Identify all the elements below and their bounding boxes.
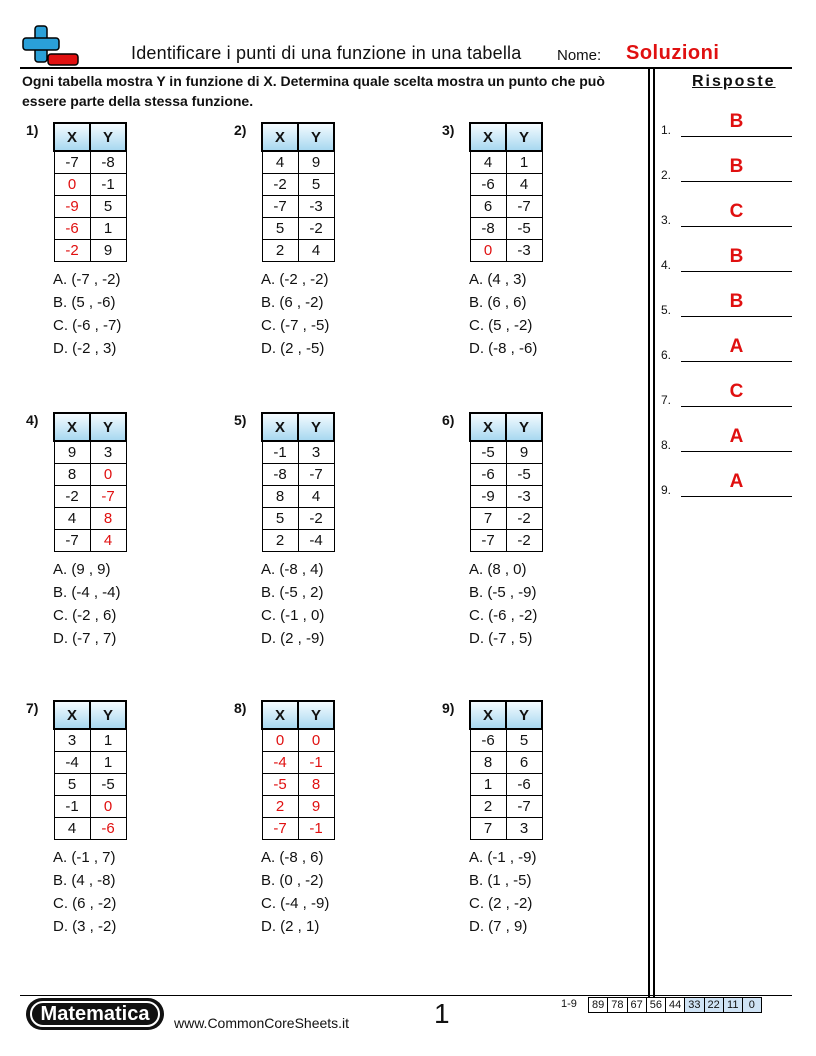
table-row — [470, 486, 542, 508]
x-cell: -4 — [262, 752, 298, 774]
table-header-row — [470, 413, 542, 441]
choice-option[interactable]: B. (6 , 6) — [469, 294, 527, 311]
x-cell: 4 — [54, 818, 90, 840]
score-cell: 67 — [627, 998, 646, 1013]
choice-option[interactable]: B. (-5 , 2) — [261, 584, 324, 601]
xy-table — [261, 122, 335, 262]
x-cell: -6 — [470, 464, 506, 486]
choice-option[interactable]: D. (-7 , 7) — [53, 630, 117, 647]
score-range-label: 1-9 — [561, 998, 577, 1010]
y-cell: 9 — [90, 240, 126, 262]
answer-line — [681, 136, 792, 137]
answer-column-divider — [648, 68, 650, 998]
y-cell: -3 — [506, 486, 542, 508]
x-cell: -8 — [470, 218, 506, 240]
x-cell: 2 — [262, 240, 298, 262]
answer-row — [661, 277, 792, 317]
table-row — [54, 151, 126, 174]
answer-value[interactable]: C — [729, 381, 744, 402]
x-header: X — [262, 701, 298, 729]
x-cell: 2 — [262, 530, 298, 552]
table-row — [54, 752, 126, 774]
choice-option[interactable]: A. (-2 , -2) — [261, 271, 329, 288]
table-row — [470, 752, 542, 774]
table-row — [262, 729, 334, 752]
answers-title: Risposte — [692, 73, 776, 90]
y-cell: -6 — [506, 774, 542, 796]
xy-table — [261, 412, 335, 552]
x-cell: 6 — [470, 196, 506, 218]
score-row — [589, 998, 762, 1013]
table-header-row — [470, 701, 542, 729]
choice-option[interactable]: C. (-1 , 0) — [261, 607, 325, 624]
badge-border — [30, 1001, 160, 1027]
score-cell: 89 — [589, 998, 608, 1013]
plus-minus-logo-icon — [22, 24, 80, 68]
choice-option[interactable]: D. (-7 , 5) — [469, 630, 533, 647]
x-cell: -6 — [54, 218, 90, 240]
choice-option[interactable]: B. (0 , -2) — [261, 872, 324, 889]
table-row — [262, 240, 334, 262]
table-header-row — [262, 123, 334, 151]
answer-number: 3. — [661, 213, 672, 227]
answer-line — [681, 181, 792, 182]
y-cell: 3 — [90, 441, 126, 464]
table-row — [54, 240, 126, 262]
table-row — [262, 752, 334, 774]
x-cell: -6 — [470, 729, 506, 752]
table-row — [54, 530, 126, 552]
problem-number: 2) — [234, 122, 247, 138]
y-header: Y — [298, 123, 334, 151]
score-table — [588, 997, 762, 1013]
x-header: X — [470, 701, 506, 729]
x-cell: 1 — [470, 774, 506, 796]
y-cell: 4 — [298, 240, 334, 262]
x-cell: -1 — [54, 796, 90, 818]
table-row — [262, 464, 334, 486]
table-row — [470, 464, 542, 486]
table-row — [54, 508, 126, 530]
problem-number: 4) — [26, 412, 39, 428]
y-header: Y — [90, 701, 126, 729]
table-row — [262, 441, 334, 464]
choice-list — [469, 558, 537, 650]
table-row — [470, 530, 542, 552]
x-cell: 2 — [262, 796, 298, 818]
table-header-row — [54, 413, 126, 441]
choice-option[interactable]: D. (2 , -5) — [261, 340, 325, 357]
y-header: Y — [298, 701, 334, 729]
y-cell: -1 — [298, 752, 334, 774]
choice-option[interactable]: B. (4 , -8) — [53, 872, 116, 889]
answer-row — [661, 187, 792, 227]
table-row — [470, 818, 542, 840]
y-cell: -1 — [90, 174, 126, 196]
choice-option[interactable]: D. (-8 , -6) — [469, 340, 538, 357]
answer-number: 1. — [661, 123, 672, 137]
problem-number: 8) — [234, 700, 247, 716]
choice-option[interactable]: A. (-1 , 7) — [53, 849, 116, 866]
name-value: Soluzioni — [626, 42, 720, 64]
choice-option[interactable]: C. (-6 , -2) — [469, 607, 538, 624]
y-cell: -8 — [90, 151, 126, 174]
y-cell: -2 — [298, 508, 334, 530]
choice-option[interactable]: C. (-7 , -5) — [261, 317, 330, 334]
x-cell: -7 — [54, 151, 90, 174]
x-header: X — [262, 413, 298, 441]
x-cell: 2 — [470, 796, 506, 818]
answer-row — [661, 232, 792, 272]
y-cell: 1 — [90, 752, 126, 774]
choice-option[interactable]: A. (-1 , -9) — [469, 849, 537, 866]
xy-table — [53, 700, 127, 840]
answer-line — [681, 316, 792, 317]
choice-option[interactable]: C. (2 , -2) — [469, 895, 533, 912]
choice-list — [53, 846, 116, 938]
problem — [234, 122, 424, 362]
problem — [442, 122, 632, 362]
y-cell: 1 — [90, 729, 126, 752]
y-cell: 3 — [506, 818, 542, 840]
y-cell: 0 — [298, 729, 334, 752]
choice-option[interactable]: D. (3 , -2) — [53, 918, 117, 935]
choice-option[interactable]: A. (-8 , 6) — [261, 849, 324, 866]
xy-table — [469, 412, 543, 552]
name-label: Nome: — [557, 47, 602, 64]
score-cell: 22 — [704, 998, 723, 1013]
x-cell: 0 — [470, 240, 506, 262]
y-cell: -3 — [298, 196, 334, 218]
table-row — [262, 796, 334, 818]
choice-option[interactable]: B. (-5 , -9) — [469, 584, 537, 601]
answer-number: 6. — [661, 348, 672, 362]
y-cell: 4 — [506, 174, 542, 196]
choice-option[interactable]: A. (-8 , 4) — [261, 561, 324, 578]
choice-option[interactable]: B. (1 , -5) — [469, 872, 532, 889]
x-cell: 8 — [262, 486, 298, 508]
table-row — [54, 174, 126, 196]
table-row — [262, 774, 334, 796]
y-cell: -6 — [90, 818, 126, 840]
x-cell: 4 — [470, 151, 506, 174]
answer-value[interactable]: A — [729, 426, 744, 447]
problem — [442, 412, 632, 652]
x-cell: 0 — [54, 174, 90, 196]
y-cell: -3 — [506, 240, 542, 262]
answer-value[interactable]: B — [729, 291, 744, 312]
y-header: Y — [90, 123, 126, 151]
y-header: Y — [506, 413, 542, 441]
x-cell: 5 — [54, 774, 90, 796]
answer-line — [681, 451, 792, 452]
table-header-row — [470, 123, 542, 151]
answer-line — [681, 406, 792, 407]
xy-table — [53, 122, 127, 262]
x-cell: -2 — [262, 174, 298, 196]
answer-value[interactable]: C — [729, 201, 744, 222]
choice-option[interactable]: C. (-6 , -7) — [53, 317, 122, 334]
page-number: 1 — [434, 998, 450, 1029]
x-cell: -7 — [262, 818, 298, 840]
answer-column-divider — [653, 68, 655, 998]
table-row — [54, 796, 126, 818]
table-row — [54, 464, 126, 486]
choice-option[interactable]: C. (-4 , -9) — [261, 895, 330, 912]
answer-row — [661, 142, 792, 182]
answer-row — [661, 97, 792, 137]
y-cell: -7 — [90, 486, 126, 508]
problem — [26, 412, 216, 652]
table-row — [262, 486, 334, 508]
y-header: Y — [506, 701, 542, 729]
answer-value[interactable]: B — [729, 111, 744, 132]
choice-option[interactable]: D. (7 , 9) — [469, 918, 528, 935]
y-cell: 9 — [298, 151, 334, 174]
table-row — [54, 774, 126, 796]
table-row — [262, 196, 334, 218]
badge-label: Matematica — [40, 1003, 150, 1025]
y-cell: -2 — [506, 530, 542, 552]
x-cell: -8 — [262, 464, 298, 486]
y-cell: 4 — [90, 530, 126, 552]
choice-option[interactable]: B. (5 , -6) — [53, 294, 116, 311]
x-cell: -7 — [470, 530, 506, 552]
table-row — [54, 818, 126, 840]
problem-number: 9) — [442, 700, 455, 716]
score-cell: 56 — [646, 998, 665, 1013]
problem-number: 5) — [234, 412, 247, 428]
problem-number: 3) — [442, 122, 455, 138]
problem-number: 1) — [26, 122, 39, 138]
table-row — [54, 196, 126, 218]
x-cell: 3 — [54, 729, 90, 752]
x-cell: 9 — [54, 441, 90, 464]
subject-badge — [26, 998, 164, 1030]
choice-option[interactable]: B. (6 , -2) — [261, 294, 324, 311]
x-cell: 7 — [470, 818, 506, 840]
table-row — [54, 486, 126, 508]
table-row — [262, 151, 334, 174]
table-row — [470, 796, 542, 818]
score-cell: 0 — [742, 998, 761, 1013]
y-cell: -7 — [506, 796, 542, 818]
x-cell: 0 — [262, 729, 298, 752]
answer-value[interactable]: A — [729, 336, 744, 357]
y-cell: 9 — [298, 796, 334, 818]
x-cell: 5 — [262, 218, 298, 240]
problem — [234, 412, 424, 652]
answer-value[interactable]: B — [729, 246, 744, 267]
y-header: Y — [506, 123, 542, 151]
choice-option[interactable]: C. (-2 , 6) — [53, 607, 117, 624]
y-cell: 3 — [298, 441, 334, 464]
answer-number: 2. — [661, 168, 672, 182]
choice-list — [261, 268, 329, 360]
x-cell: -1 — [262, 441, 298, 464]
table-row — [470, 508, 542, 530]
choice-option[interactable]: C. (5 , -2) — [469, 317, 533, 334]
x-header: X — [54, 413, 90, 441]
x-cell: -4 — [54, 752, 90, 774]
header-divider — [20, 67, 792, 69]
answer-number: 8. — [661, 438, 672, 452]
y-cell: -5 — [506, 464, 542, 486]
x-cell: 8 — [470, 752, 506, 774]
score-cell: 33 — [685, 998, 704, 1013]
y-cell: 9 — [506, 441, 542, 464]
x-cell: -9 — [54, 196, 90, 218]
y-cell: -2 — [298, 218, 334, 240]
choice-option[interactable]: B. (-4 , -4) — [53, 584, 121, 601]
score-cell: 78 — [608, 998, 627, 1013]
x-cell: -7 — [262, 196, 298, 218]
choice-option[interactable]: A. (-7 , -2) — [53, 271, 121, 288]
y-header: Y — [298, 413, 334, 441]
table-row — [262, 174, 334, 196]
xy-table — [469, 700, 543, 840]
choice-list — [261, 558, 324, 650]
table-row — [470, 151, 542, 174]
y-cell: 8 — [90, 508, 126, 530]
x-cell: 5 — [262, 508, 298, 530]
table-row — [470, 218, 542, 240]
x-cell: -9 — [470, 486, 506, 508]
table-header-row — [54, 701, 126, 729]
footer-divider — [20, 995, 792, 996]
table-row — [54, 441, 126, 464]
problem — [26, 700, 216, 940]
table-row — [470, 729, 542, 752]
y-cell: 6 — [506, 752, 542, 774]
y-cell: 5 — [90, 196, 126, 218]
answer-number: 7. — [661, 393, 672, 407]
page-title: Identificare i punti di una funzione in una tabella — [131, 43, 522, 63]
table-header-row — [262, 413, 334, 441]
choice-option[interactable]: A. (8 , 0) — [469, 561, 527, 578]
y-cell: -1 — [298, 818, 334, 840]
choice-option[interactable]: D. (2 , 1) — [261, 918, 320, 935]
answer-row — [661, 322, 792, 362]
x-header: X — [470, 123, 506, 151]
table-row — [470, 196, 542, 218]
x-cell: -2 — [54, 486, 90, 508]
table-header-row — [54, 123, 126, 151]
answer-number: 9. — [661, 483, 672, 497]
x-cell: 4 — [262, 151, 298, 174]
problem-number: 7) — [26, 700, 39, 716]
choice-option[interactable]: C. (6 , -2) — [53, 895, 117, 912]
table-row — [54, 729, 126, 752]
y-cell: 5 — [506, 729, 542, 752]
xy-table — [469, 122, 543, 262]
y-cell: 1 — [506, 151, 542, 174]
choice-option[interactable]: A. (4 , 3) — [469, 271, 527, 288]
score-cell: 44 — [666, 998, 685, 1013]
y-cell: 5 — [298, 174, 334, 196]
table-row — [470, 441, 542, 464]
table-header-row — [262, 701, 334, 729]
x-header: X — [470, 413, 506, 441]
answer-value[interactable]: A — [729, 471, 744, 492]
y-cell: 8 — [298, 774, 334, 796]
table-row — [262, 508, 334, 530]
answer-row — [661, 457, 792, 497]
y-cell: -7 — [298, 464, 334, 486]
answer-line — [681, 226, 792, 227]
choice-list — [469, 846, 537, 938]
answer-number: 5. — [661, 303, 672, 317]
instructions: Ogni tabella mostra Y in funzione di X. Determina quale scelta mostra un punto che può essere parte della stessa funzione. — [22, 73, 605, 109]
table-row — [470, 774, 542, 796]
choice-list — [53, 268, 121, 360]
choice-option[interactable]: A. (9 , 9) — [53, 561, 111, 578]
choice-option[interactable]: D. (2 , -9) — [261, 630, 325, 647]
x-header: X — [54, 123, 90, 151]
x-cell: -5 — [470, 441, 506, 464]
y-cell: -5 — [90, 774, 126, 796]
xy-table — [53, 412, 127, 552]
x-cell: -6 — [470, 174, 506, 196]
problem — [234, 700, 424, 940]
x-cell: -2 — [54, 240, 90, 262]
problem — [26, 122, 216, 362]
x-header: X — [54, 701, 90, 729]
y-cell: -2 — [506, 508, 542, 530]
x-cell: -7 — [54, 530, 90, 552]
table-row — [470, 240, 542, 262]
xy-table — [261, 700, 335, 840]
answer-line — [681, 271, 792, 272]
choice-list — [469, 268, 537, 360]
x-cell: 4 — [54, 508, 90, 530]
y-header: Y — [90, 413, 126, 441]
website-link[interactable]: www.CommonCoreSheets.it — [174, 1015, 350, 1031]
answer-line — [681, 361, 792, 362]
x-cell: -5 — [262, 774, 298, 796]
y-cell: -5 — [506, 218, 542, 240]
table-row — [262, 530, 334, 552]
y-cell: -4 — [298, 530, 334, 552]
choice-option[interactable]: D. (-2 , 3) — [53, 340, 117, 357]
answer-line — [681, 496, 792, 497]
problem — [442, 700, 632, 940]
y-cell: 1 — [90, 218, 126, 240]
y-cell: 0 — [90, 796, 126, 818]
y-cell: -7 — [506, 196, 542, 218]
y-cell: 0 — [90, 464, 126, 486]
problem-number: 6) — [442, 412, 455, 428]
table-row — [262, 818, 334, 840]
table-row — [54, 218, 126, 240]
x-cell: 8 — [54, 464, 90, 486]
table-row — [262, 218, 334, 240]
answer-row — [661, 412, 792, 452]
y-cell: 4 — [298, 486, 334, 508]
table-row — [470, 174, 542, 196]
x-header: X — [262, 123, 298, 151]
x-cell: 7 — [470, 508, 506, 530]
score-cell: 11 — [723, 998, 742, 1013]
answer-value[interactable]: B — [729, 156, 744, 177]
answer-number: 4. — [661, 258, 672, 272]
choice-list — [261, 846, 329, 938]
answer-row — [661, 367, 792, 407]
choice-list — [53, 558, 121, 650]
